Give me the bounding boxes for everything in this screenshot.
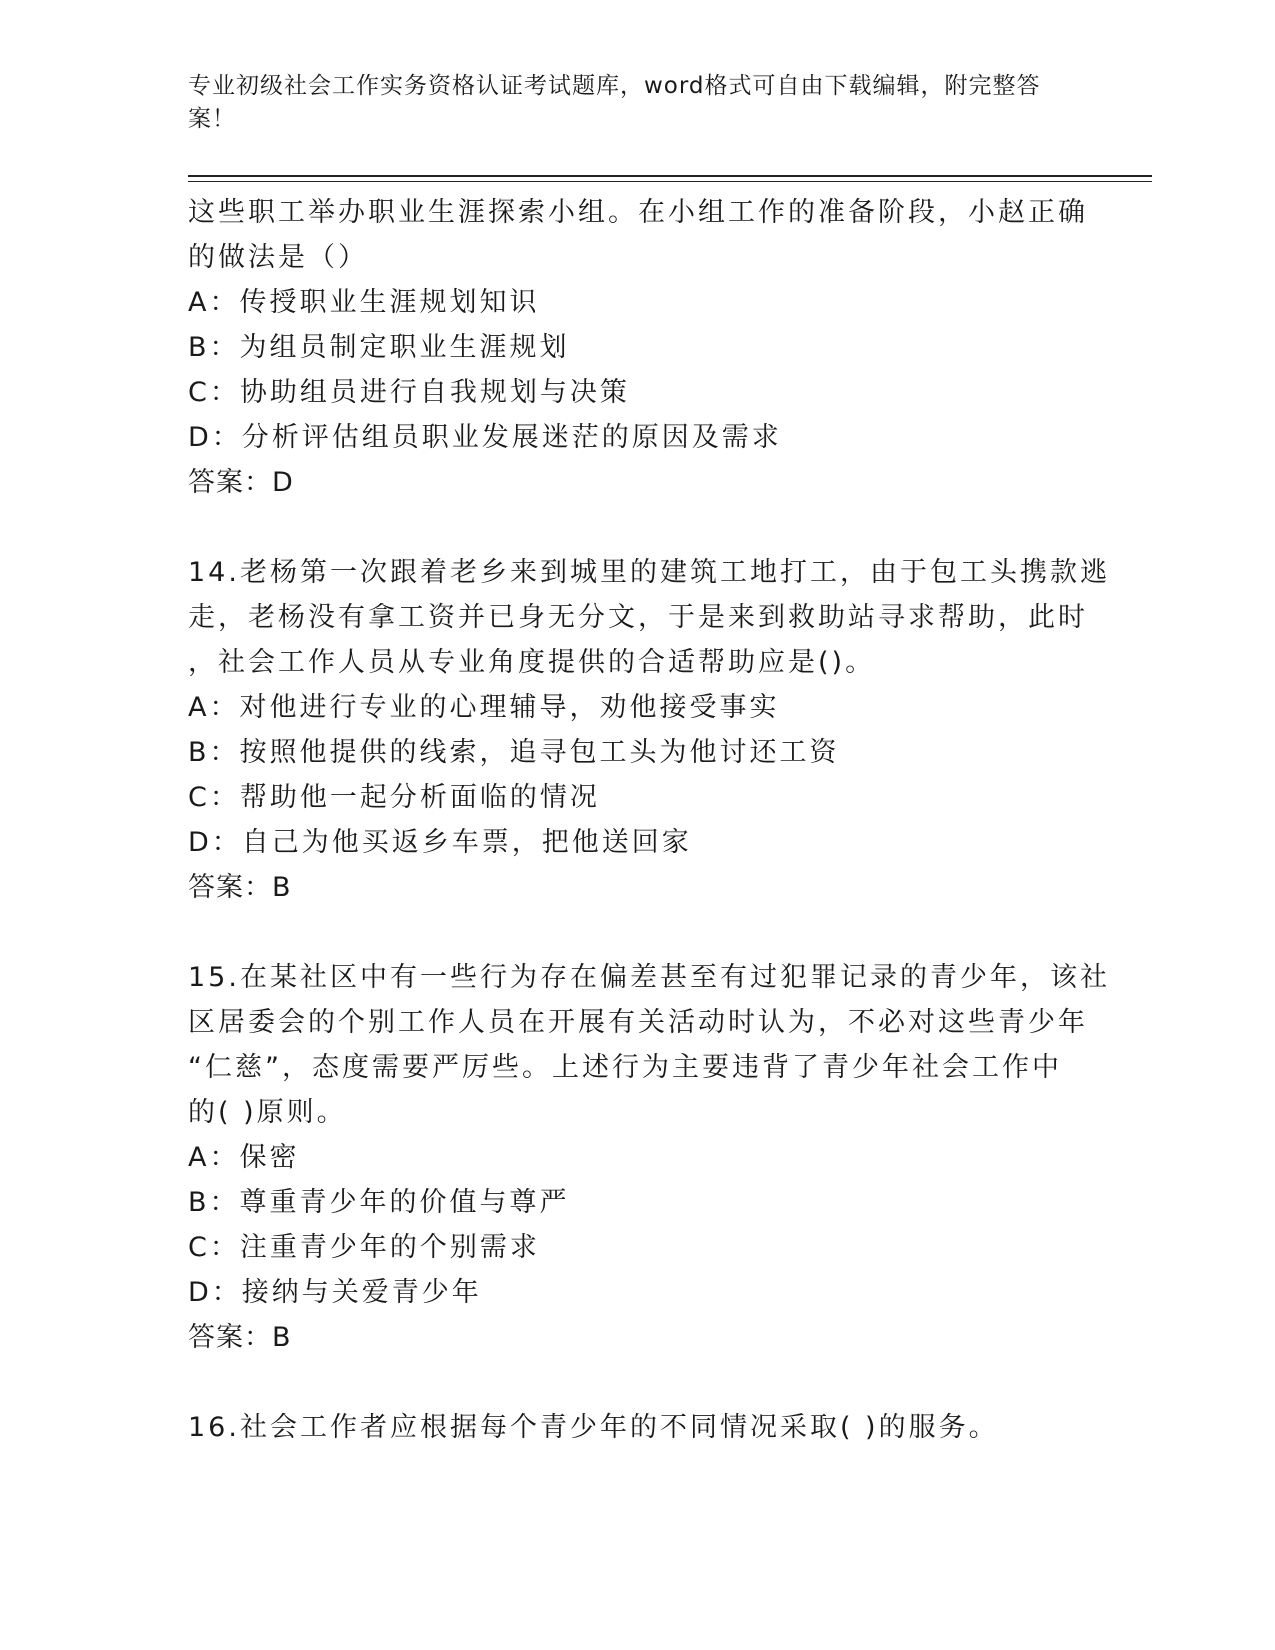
spacer xyxy=(188,1360,1088,1405)
question-13 xyxy=(188,190,1088,505)
question-15-stem-4: 的( )原则。 xyxy=(188,1097,347,1128)
question-15-option-b: B：尊重青少年的价值与尊严 xyxy=(188,1187,570,1218)
question-15-option-d: D：接纳与关爱青少年 xyxy=(188,1277,482,1308)
question-13-answer: 答案：D xyxy=(188,467,294,498)
spacer xyxy=(188,505,1088,550)
question-15-option-c: C：注重青少年的个别需求 xyxy=(188,1232,540,1263)
question-14-option-c: C：帮助他一起分析面临的情况 xyxy=(188,782,600,813)
question-15 xyxy=(188,955,1110,1360)
question-14-answer: 答案：B xyxy=(188,872,292,903)
question-15-stem-1: 15.在某社区中有一些行为存在偏差甚至有过犯罪记录的青少年，该社 xyxy=(188,962,1110,993)
header-rule-thick xyxy=(188,175,1152,177)
question-14-option-b: B：按照他提供的线索，追寻包工头为他讨还工资 xyxy=(188,737,840,768)
question-14-stem-2: 走，老杨没有拿工资并已身无分文，于是来到救助站寻求帮助，此时 xyxy=(188,602,1088,633)
question-15-answer: 答案：B xyxy=(188,1322,292,1353)
header-rule-thin xyxy=(188,181,1152,182)
question-14-stem-1: 14.老杨第一次跟着老乡来到城里的建筑工地打工，由于包工头携款逃 xyxy=(188,557,1110,588)
question-15-stem-2: 区居委会的个别工作人员在开展有关活动时认为，不必对这些青少年 xyxy=(188,1007,1088,1038)
spacer xyxy=(188,910,1088,955)
header-line-2: 案！ xyxy=(188,106,236,132)
question-16-stem-1: 16.社会工作者应根据每个青少年的不同情况采取( )的服务。 xyxy=(188,1412,999,1443)
question-14 xyxy=(188,550,1110,910)
header-line-1: 专业初级社会工作实务资格认证考试题库，word格式可自由下载编辑，附完整答 xyxy=(188,73,1041,99)
question-13-option-c: C：协助组员进行自我规划与决策 xyxy=(188,377,630,408)
question-13-stem-1: 这些职工举办职业生涯探索小组。在小组工作的准备阶段，小赵正确 xyxy=(188,197,1088,228)
question-13-stem-2: 的做法是（） xyxy=(188,242,368,273)
document-header xyxy=(188,70,1068,136)
question-14-option-a: A：对他进行专业的心理辅导，劝他接受事实 xyxy=(188,692,780,723)
question-14-option-d: D：自己为他买返乡车票，把他送回家 xyxy=(188,827,692,858)
question-15-option-a: A：保密 xyxy=(188,1142,300,1173)
question-15-stem-3: “仁慈”，态度需要严厉些。上述行为主要违背了青少年社会工作中 xyxy=(188,1052,1062,1083)
question-13-option-b: B：为组员制定职业生涯规划 xyxy=(188,332,570,363)
question-list xyxy=(188,190,1110,1450)
question-16 xyxy=(188,1405,1088,1450)
question-13-option-a: A：传授职业生涯规划知识 xyxy=(188,287,540,318)
question-14-stem-3: ，社会工作人员从专业角度提供的合适帮助应是()。 xyxy=(188,647,876,678)
question-13-option-d: D：分析评估组员职业发展迷茫的原因及需求 xyxy=(188,422,782,453)
